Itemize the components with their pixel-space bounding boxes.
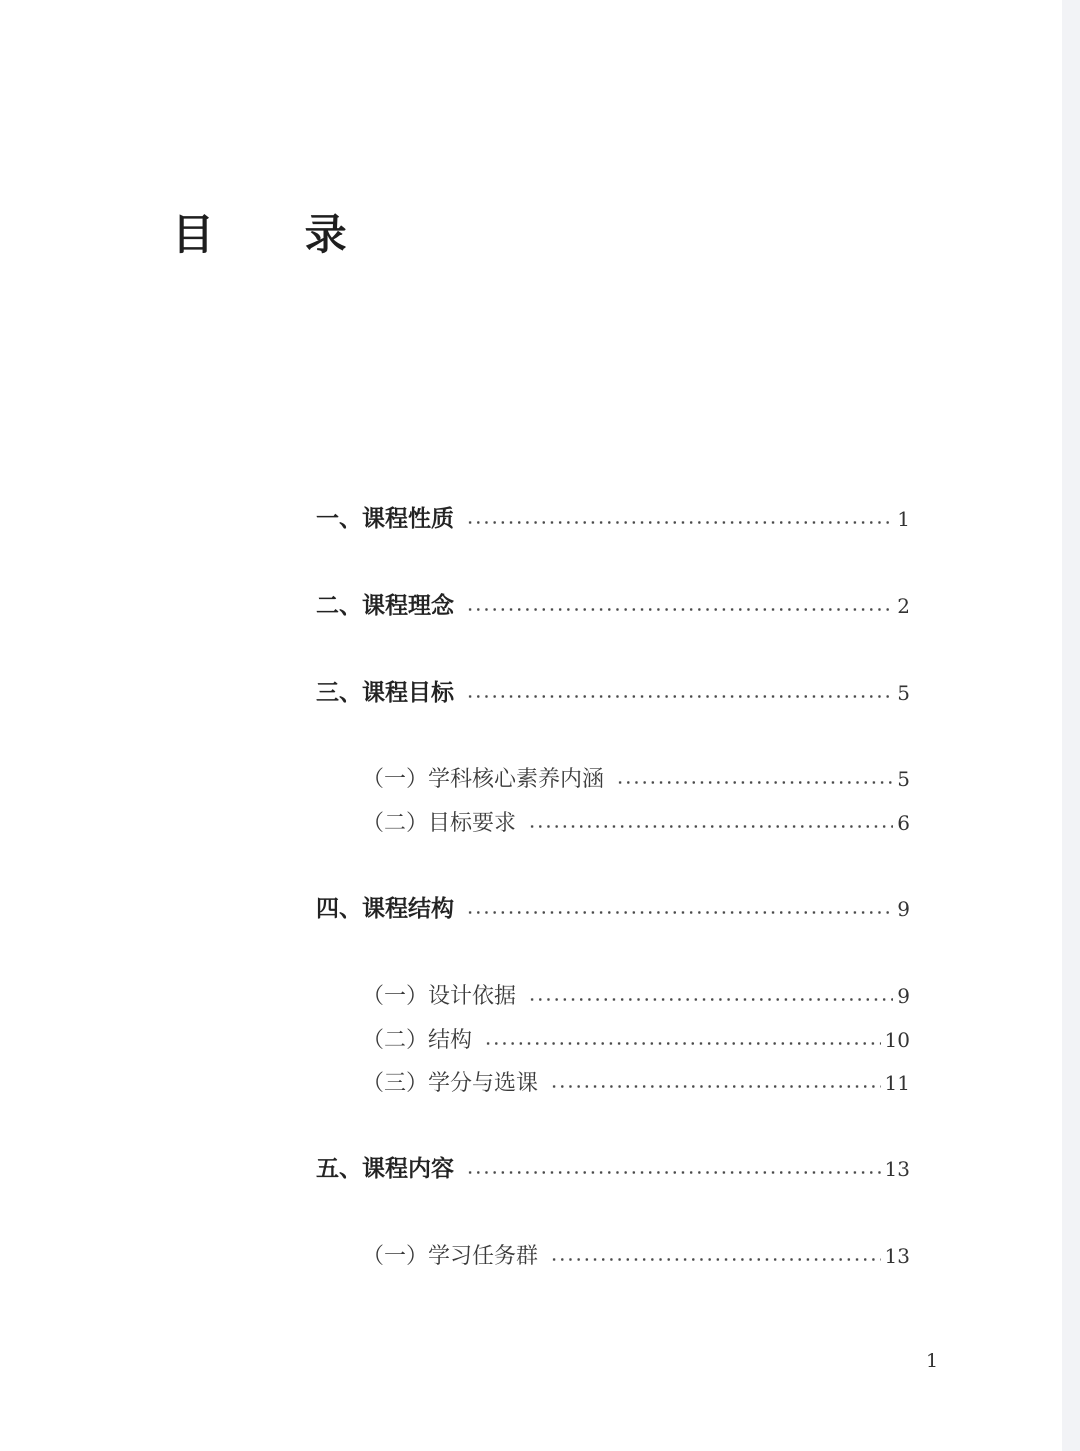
toc-entry-4[interactable] bbox=[316, 892, 910, 926]
toc-entry-4-2[interactable] bbox=[362, 1023, 910, 1057]
page-edge-shadow bbox=[1062, 0, 1080, 1451]
toc-title: 目 录 bbox=[172, 210, 385, 259]
toc-entry-page: 1 bbox=[897, 507, 910, 531]
toc-entry-3-1[interactable] bbox=[362, 762, 910, 796]
toc-entry-label: 四、课程结构 bbox=[316, 895, 454, 922]
toc-entry-4-3[interactable] bbox=[362, 1066, 910, 1100]
toc-entry-label: 一、课程性质 bbox=[316, 505, 454, 532]
toc-entry-label: （二）结构 bbox=[362, 1028, 473, 1053]
toc-entry-3-2[interactable] bbox=[362, 806, 910, 840]
toc-entry-page: 13 bbox=[884, 1157, 910, 1181]
toc-entry-page: 2 bbox=[897, 594, 910, 618]
toc-leader-dots bbox=[466, 521, 893, 524]
page-number: 1 bbox=[926, 1350, 939, 1372]
toc-entry-page: 10 bbox=[884, 1028, 910, 1052]
toc-entry-2[interactable] bbox=[316, 589, 910, 623]
toc-entry-page: 11 bbox=[884, 1071, 910, 1095]
toc-entry-page: 5 bbox=[897, 767, 910, 791]
toc-leader-dots bbox=[616, 781, 893, 784]
toc-entry-label: 五、课程内容 bbox=[316, 1155, 454, 1182]
toc-entry-label: （一）学习任务群 bbox=[362, 1244, 539, 1269]
toc-entry-label: （三）学分与选课 bbox=[362, 1071, 539, 1096]
toc-leader-dots bbox=[550, 1258, 881, 1261]
toc-leader-dots bbox=[484, 1042, 881, 1045]
toc-leader-dots bbox=[466, 911, 893, 914]
toc-entry-4-1[interactable] bbox=[362, 979, 910, 1013]
toc-entry-5[interactable] bbox=[316, 1152, 910, 1186]
toc-entry-label: （一）设计依据 bbox=[362, 984, 517, 1009]
toc-leader-dots bbox=[528, 998, 893, 1001]
toc-leader-dots bbox=[466, 1171, 881, 1174]
toc-entry-page: 9 bbox=[897, 984, 910, 1008]
toc-entry-page: 5 bbox=[897, 681, 910, 705]
toc-entry-5-1[interactable] bbox=[362, 1239, 910, 1273]
toc-leader-dots bbox=[466, 695, 893, 698]
toc-leader-dots bbox=[528, 825, 893, 828]
toc-entry-label: （一）学科核心素养内涵 bbox=[362, 767, 605, 792]
toc-leader-dots bbox=[550, 1085, 881, 1088]
toc-entry-page: 13 bbox=[884, 1244, 910, 1268]
toc-entry-label: 三、课程目标 bbox=[316, 679, 454, 706]
toc-entry-1[interactable] bbox=[316, 502, 910, 536]
toc-entry-label: 二、课程理念 bbox=[316, 592, 454, 619]
toc-entry-3[interactable] bbox=[316, 676, 910, 710]
toc-entry-page: 9 bbox=[897, 897, 910, 921]
toc-entry-page: 6 bbox=[897, 811, 910, 835]
toc-entry-label: （二）目标要求 bbox=[362, 811, 517, 836]
toc-leader-dots bbox=[466, 608, 893, 611]
